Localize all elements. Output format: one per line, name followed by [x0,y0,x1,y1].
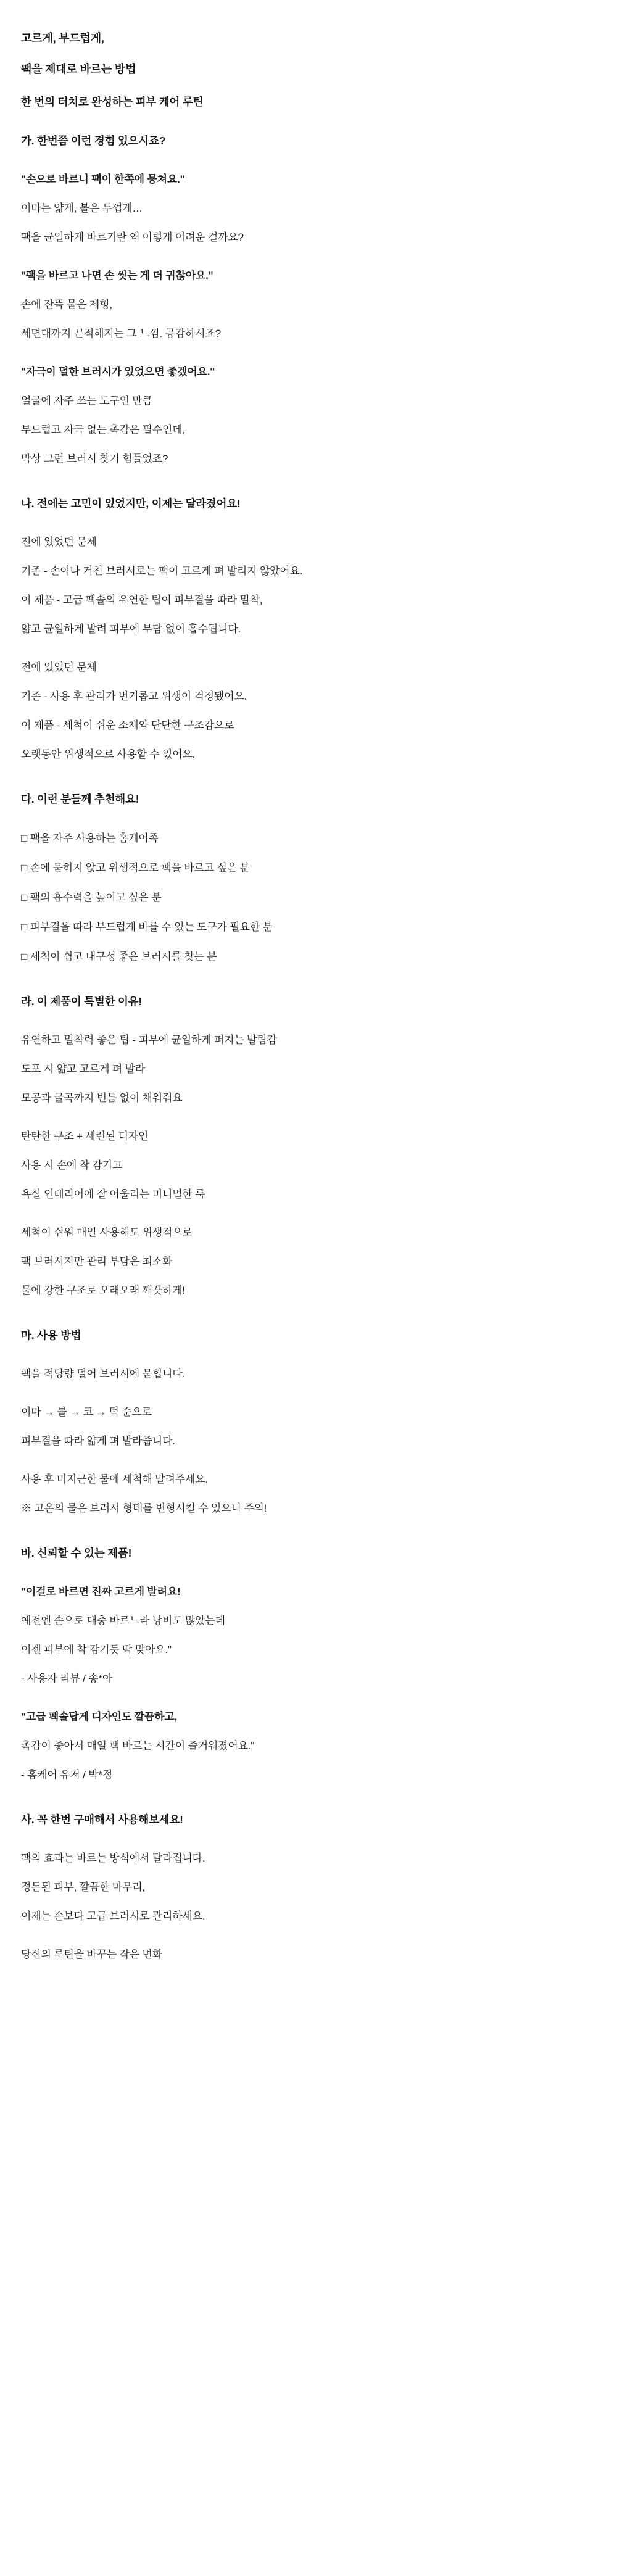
closing-2-line-1: 당신의 루틴을 바꾸는 작은 변화 [21,1949,162,1960]
review-2-line-3: - 홈케어 유저 / 박*정 [21,1769,113,1781]
closing-1-line-3: 이제는 손보다 고급 브러시로 관리하세요. [21,1910,205,1922]
feature-3-line-2: 팩 브러시지만 관리 부담은 최소화 [21,1256,173,1267]
problem-1-line-1: 전에 있었던 문제 [21,536,97,548]
text-block-quote-3 [21,363,596,468]
text-block-section-da [21,790,596,809]
text-block-usage-3 [21,1470,596,1518]
text-block-problem-1 [21,533,596,639]
feature-2-line-1: 탄탄한 구조 + 세련된 디자인 [21,1130,149,1142]
problem-2-line-3: 이 제품 - 세척이 쉬운 소재와 단단한 구조감으로 [21,719,234,731]
quote-3-line-1: "자극이 덜한 브러시가 있었으면 좋겠어요." [21,366,215,378]
feature-2-line-2: 사용 시 손에 착 감기고 [21,1159,123,1171]
usage-3-line-2: ※ 고온의 물은 브러시 형태를 변형시킬 수 있으니 주의! [21,1502,267,1514]
problem-1-line-3: 이 제품 - 고급 팩솔의 유연한 팁이 피부결을 따라 밀착, [21,594,263,606]
quote-2-line-1: "팩을 바르고 나면 손 씻는 게 더 귀찮아요." [21,270,213,281]
section-ba-line-1: 바. 신뢰할 수 있는 제품! [21,1547,132,1559]
feature-1-line-1: 유연하고 밀착력 좋은 팁 - 피부에 균일하게 퍼지는 발림감 [21,1034,277,1046]
text-block-section-sa [21,1810,596,1829]
problem-1-line-4: 얇고 균일하게 발려 피부에 부담 없이 흡수됩니다. [21,623,241,635]
text-block-section-ga [21,131,596,151]
review-1-line-3: 이젠 피부에 착 감기듯 딱 맞아요." [21,1644,172,1655]
text-block-feature-1 [21,1031,596,1108]
closing-1-line-2: 정돈된 피부, 깔끔한 마무리, [21,1881,146,1893]
text-block-problem-2 [21,658,596,764]
quote-3-line-4: 막상 그런 브러시 찾기 힘들었죠? [21,453,168,465]
text-block-feature-3 [21,1224,596,1300]
text-block-feature-2 [21,1127,596,1204]
quote-2-line-3: 세면대까지 끈적해지는 그 느낌. 공감하시죠? [21,328,221,339]
section-ma-line-1: 마. 사용 방법 [21,1329,81,1341]
title-line-1: 고르게, 부드럽게, [21,32,104,44]
quote-3-line-3: 부드럽고 자극 없는 촉감은 필수인데, [21,424,185,436]
text-block-section-ba [21,1544,596,1563]
review-1-line-2: 예전엔 손으로 대충 바르느라 낭비도 많았는데 [21,1615,225,1626]
document-content [21,28,596,1964]
usage-2-line-2: 피부결을 따라 얇게 펴 발라줍니다. [21,1435,175,1447]
checklist-line-2: □ 손에 묻히지 않고 위생적으로 팩을 바르고 싶은 분 [21,862,250,874]
feature-3-line-1: 세척이 쉬워 매일 사용해도 위생적으로 [21,1227,193,1238]
text-block-checklist [21,829,596,966]
subtitle-line-1: 한 번의 터치로 완성하는 피부 케어 루틴 [21,96,204,108]
feature-1-line-3: 모공과 굴곡까지 빈틈 없이 채워줘요 [21,1092,183,1104]
quote-1-line-2: 이마는 얇게, 볼은 두껍게… [21,202,143,214]
checklist-line-4: □ 피부결을 따라 부드럽게 바를 수 있는 도구가 필요한 분 [21,921,273,933]
problem-1-line-2: 기존 - 손이나 거친 브러시로는 팩이 고르게 펴 발리지 않았어요. [21,565,303,577]
checklist-line-1: □ 팩을 자주 사용하는 홈케어족 [21,832,159,844]
text-block-section-ra [21,992,596,1011]
text-block-usage-1 [21,1365,596,1383]
usage-2-line-1: 이마 → 볼 → 코 → 턱 순으로 [21,1406,152,1418]
quote-3-line-2: 얼굴에 자주 쓰는 도구인 만큼 [21,395,152,407]
checklist-line-3: □ 팩의 흡수력을 높이고 싶은 분 [21,892,162,903]
feature-2-line-3: 욕실 인테리어에 잘 어울리는 미니멀한 룩 [21,1188,205,1200]
feature-3-line-3: 물에 강한 구조로 오래오래 깨끗하게! [21,1285,185,1296]
usage-1-line-1: 팩을 적당량 덜어 브러시에 묻힙니다. [21,1368,185,1380]
quote-1-line-1: "손으로 바르니 팩이 한쪽에 뭉쳐요." [21,173,185,185]
quote-1-line-3: 팩을 균일하게 바르기란 왜 이렇게 어려운 걸까요? [21,231,244,243]
quote-2-line-2: 손에 잔뜩 묻은 제형, [21,299,112,310]
title-line-2: 팩을 제대로 바르는 방법 [21,63,136,75]
section-na-line-1: 나. 전에는 고민이 있었지만, 이제는 달라졌어요! [21,497,241,510]
checklist-line-5: □ 세척이 쉽고 내구성 좋은 브러시를 찾는 분 [21,951,217,963]
review-2-line-1: "고급 팩솔답게 디자인도 깔끔하고, [21,1711,178,1723]
review-1-line-4: - 사용자 리뷰 / 송*아 [21,1673,113,1684]
section-sa-line-1: 사. 꼭 한번 구매해서 사용해보세요! [21,1813,183,1826]
text-block-section-ma [21,1326,596,1345]
text-block-usage-2 [21,1403,596,1451]
section-ga-line-1: 가. 한번쯤 이런 경험 있으시죠? [21,135,166,147]
usage-3-line-1: 사용 후 미지근한 물에 세척해 말려주세요. [21,1473,208,1485]
section-ra-line-1: 라. 이 제품이 특별한 이유! [21,995,142,1008]
text-block-closing-1 [21,1849,596,1926]
closing-1-line-1: 팩의 효과는 바르는 방식에서 달라집니다. [21,1852,205,1864]
text-block-quote-2 [21,267,596,343]
text-block-closing-2 [21,1945,596,1964]
text-block-title [21,28,596,79]
text-block-review-2 [21,1708,596,1784]
review-2-line-2: 촉감이 좋아서 매일 팩 바르는 시간이 즐거워졌어요." [21,1740,255,1752]
text-block-subtitle [21,93,596,112]
problem-2-line-1: 전에 있었던 문제 [21,661,97,673]
feature-1-line-2: 도포 시 얇고 고르게 펴 발라 [21,1063,146,1075]
text-block-quote-1 [21,170,596,247]
text-block-section-na [21,494,596,513]
problem-2-line-2: 기존 - 사용 후 관리가 번거롭고 위생이 걱정됐어요. [21,690,247,702]
review-1-line-1: "이걸로 바르면 진짜 고르게 발려요! [21,1586,181,1597]
section-da-line-1: 다. 이런 분들께 추천해요! [21,793,139,805]
problem-2-line-4: 오랫동안 위생적으로 사용할 수 있어요. [21,748,196,760]
text-block-review-1 [21,1583,596,1688]
